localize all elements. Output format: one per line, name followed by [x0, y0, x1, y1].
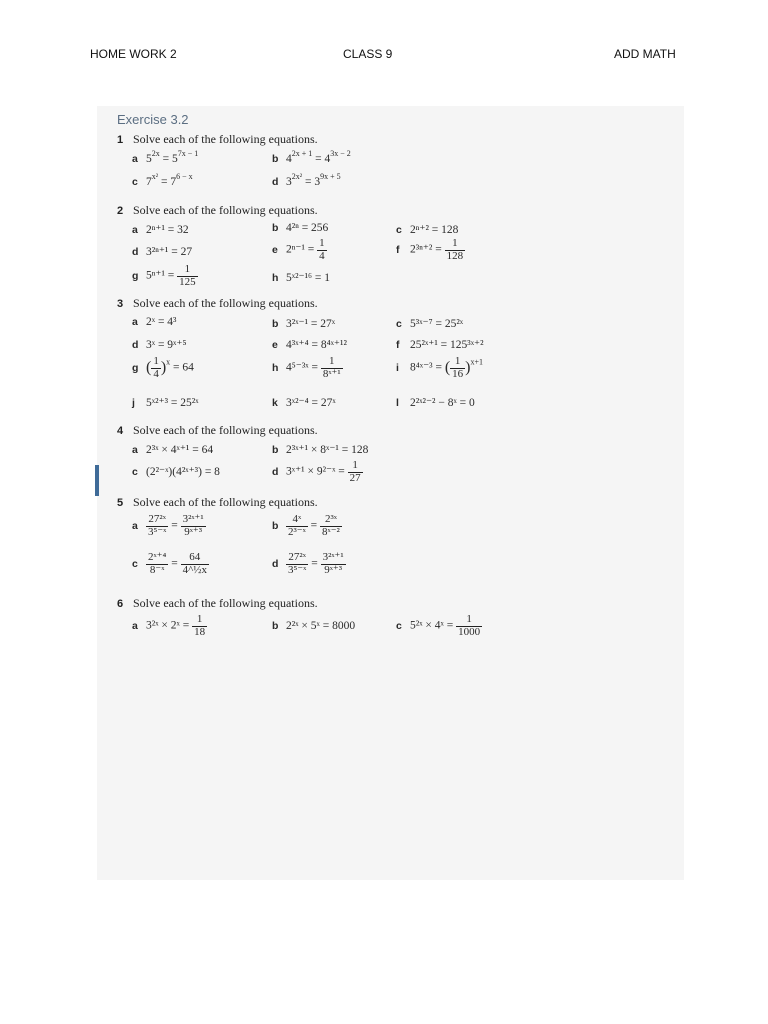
question-2-row-3: [132, 264, 672, 286]
question-number: 5: [117, 497, 124, 509]
header-class: CLASS 9: [343, 47, 393, 61]
item-3j: j 5ˣ²⁺³ = 25²ˣ: [132, 397, 199, 409]
header-homework: HOME WORK 2: [90, 47, 177, 61]
question-3: [117, 296, 318, 311]
item-1c: c $7^{x^2} = 7^{6 - x}$: [132, 172, 193, 188]
question-2: [117, 203, 318, 218]
item-3k: k 3ˣ²⁻⁴ = 27ˣ: [272, 397, 336, 409]
question-5-row-2: [132, 552, 672, 574]
item-3l: l 2²ˣ²⁻² − 8ˣ = 0: [396, 397, 475, 409]
question-prompt: Solve each of the following equations.: [133, 495, 318, 509]
question-4: [117, 423, 318, 438]
item-2f: f 2³ⁿ⁺² = $\frac{1}{128}$: [396, 237, 464, 262]
item-3h: h 4⁵⁻³ˣ = $\frac{1}{\text{8ˣ⁺¹}}$: [272, 355, 341, 380]
item-2h: h 5ˣ²⁻¹⁶ = 1: [272, 272, 331, 284]
item-3d: d 3ˣ = 9ˣ⁺⁵: [132, 339, 187, 351]
question-number: 4: [117, 425, 124, 437]
item-4c: c (2²⁻ˣ)(4²ˣ⁺³) = 8: [132, 466, 220, 478]
item-3e: e 4³ˣ⁺⁴ = 8⁴ˣ⁺¹²: [272, 339, 347, 351]
item-4d: d 3ˣ⁺¹ × 9²⁻ˣ = $\frac{1}{27}$: [272, 459, 361, 484]
item-5b: b $\frac{\text{4ˣ}}{\text{2³⁻ˣ}}$ = $\frac{\text{2³ˣ}}{\text{8ˣ⁻²}}$: [272, 513, 340, 538]
item-4b: b 2³ˣ⁺¹ × 8ˣ⁻¹ = 128: [272, 444, 369, 456]
item-2a: a 2ⁿ⁺¹ = 32: [132, 224, 189, 236]
question-4-row-2: [132, 460, 672, 482]
item-1d: d $3^{2x^2} = 3^{9x + 5}$: [272, 172, 341, 188]
question-5: [117, 495, 318, 510]
item-6c: c 5²ˣ × 4ˣ = $\frac{1}{1000}$: [396, 613, 481, 638]
question-6: [117, 596, 318, 611]
question-1-row-1: [132, 149, 672, 175]
item-2b: b 4²ⁿ = 256: [272, 222, 329, 234]
item-6a: a 3²ˣ × 2ˣ = $\frac{1}{18}$: [132, 613, 206, 638]
item-3a: a 2ˣ = 4³: [132, 316, 177, 328]
item-3i: i 8⁴ˣ⁻³ = ( $\frac{1}{16}$ )$^{x+1}$: [396, 355, 484, 380]
question-prompt: Solve each of the following equations.: [133, 203, 318, 217]
question-2-row-2: [132, 238, 672, 260]
question-number: 3: [117, 298, 124, 310]
question-number: 6: [117, 598, 124, 610]
margin-accent-bar: [95, 465, 99, 496]
item-3g: g ( $\frac{1}{4}$ )$^x$ = 64: [132, 355, 194, 380]
item-1a: a $5^{2x} = 5^{7x - 1}$: [132, 149, 199, 165]
header-subject: ADD MATH: [614, 47, 676, 61]
question-number: 1: [117, 134, 124, 146]
item-1b: b $4^{2x + 1} = 4^{3x - 2}$: [272, 149, 351, 165]
question-prompt: Solve each of the following equations.: [133, 423, 318, 437]
question-number: 2: [117, 205, 124, 217]
item-3f: f 25²ˣ⁺¹ = 125³ˣ⁺²: [396, 339, 484, 351]
item-3b: b 3²ˣ⁻¹ = 27ˣ: [272, 318, 336, 330]
question-1: [117, 132, 318, 147]
exercise-title: Exercise 3.2: [117, 112, 189, 127]
question-1-row-2: [132, 172, 672, 198]
item-3c: c 5³ˣ⁻⁷ = 25²ˣ: [396, 318, 464, 330]
question-3-row-1: [132, 316, 672, 338]
item-4a: a 2³ˣ × 4ˣ⁺¹ = 64: [132, 444, 214, 456]
document-header: [0, 47, 768, 65]
item-2d: d 3²ⁿ⁺¹ = 27: [132, 246, 193, 258]
item-5c: c $\frac{\text{2ˣ⁺⁴}}{\text{8⁻ˣ}}$ = $\frac{64}{\text{4\textasciicircum{}½x}}$: [132, 551, 207, 576]
item-5a: a $\frac{\text{27²ˣ}}{\text{3⁵⁻ˣ}}$ = $\frac{\text{3²ˣ⁺¹}}{\text{9ˣ⁺³}}$: [132, 513, 204, 538]
question-6-row-1: [132, 614, 672, 636]
item-2e: e 2ⁿ⁻¹ = $\frac{1}{4}$: [272, 237, 325, 262]
question-prompt: Solve each of the following equations.: [133, 596, 318, 610]
item-6b: b 2²ˣ × 5ˣ = 8000: [272, 620, 356, 632]
question-5-row-1: [132, 514, 672, 536]
question-prompt: Solve each of the following equations.: [133, 132, 318, 146]
item-2g: g 5ⁿ⁺¹ = $\frac{1}{125}$: [132, 263, 196, 288]
question-3-row-4: [132, 395, 672, 417]
item-5d: d $\frac{\text{27²ˣ}}{\text{3⁵⁻ˣ}}$ = $\frac{\text{3²ˣ⁺¹}}{\text{9ˣ⁺³}}$: [272, 551, 344, 576]
question-prompt: Solve each of the following equations.: [133, 296, 318, 310]
question-3-row-3: [132, 356, 672, 378]
item-2c: c 2ⁿ⁺² = 128: [396, 224, 459, 236]
